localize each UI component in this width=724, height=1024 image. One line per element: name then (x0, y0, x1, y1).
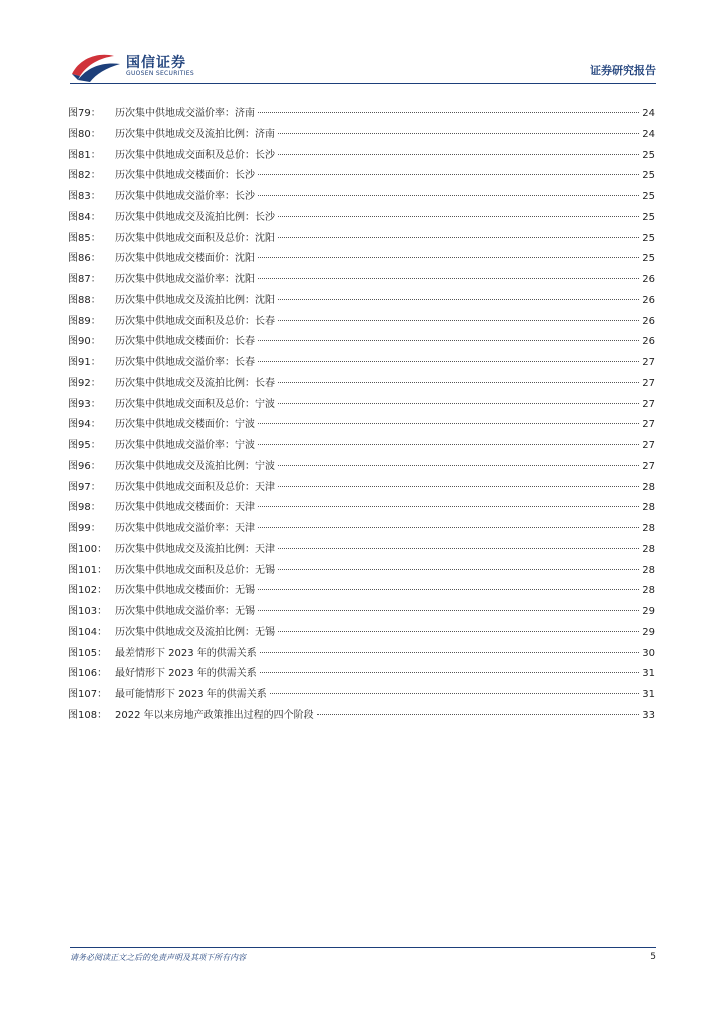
guosen-logo-icon (70, 52, 122, 84)
toc-figure-title: 历次集中供地成交溢价率：宁波 (115, 440, 255, 451)
toc-figure-number: 图79： (68, 108, 101, 119)
toc-dot-leader (258, 589, 639, 590)
toc-page-number: 25 (642, 170, 655, 182)
toc-entry[interactable] (68, 561, 655, 582)
toc-figure-title: 最可能情形下 2023 年的供需关系 (115, 689, 267, 700)
toc-figure-title: 历次集中供地成交楼面价：天津 (115, 502, 255, 514)
toc-dot-leader (258, 112, 639, 113)
toc-figure-number: 图108： (68, 709, 108, 721)
toc-figure-title: 最差情形下 2023 年的供需关系 (115, 647, 257, 659)
toc-figure-number: 图85： (68, 232, 101, 244)
toc-figure-title: 历次集中供地成交及流拍比例：天津 (115, 543, 275, 555)
toc-page-number: 26 (642, 274, 655, 285)
toc-figure-number: 图95： (68, 440, 101, 451)
toc-figure-number: 图92： (68, 377, 101, 389)
footer-divider (70, 947, 656, 948)
toc-dot-leader (278, 382, 639, 383)
toc-page-number: 28 (642, 585, 655, 597)
toc-page-number: 28 (642, 502, 655, 514)
toc-figure-number: 图89： (68, 315, 101, 327)
toc-figure-number: 图88： (68, 294, 101, 306)
toc-dot-leader (278, 320, 639, 321)
toc-page-number: 27 (642, 440, 655, 451)
toc-entry[interactable] (68, 146, 655, 167)
toc-page-number: 26 (642, 315, 655, 327)
toc-page-number: 29 (642, 606, 655, 617)
toc-dot-leader (278, 569, 639, 570)
toc-page-number: 31 (642, 668, 655, 680)
toc-dot-leader (258, 506, 639, 507)
toc-entry[interactable] (68, 478, 655, 499)
toc-entry[interactable] (68, 498, 655, 519)
toc-figure-title: 历次集中供地成交及流拍比例：沈阳 (115, 294, 275, 306)
toc-entry[interactable] (68, 291, 655, 312)
toc-figure-title: 历次集中供地成交及流拍比例：长沙 (115, 211, 275, 223)
toc-dot-leader (258, 278, 639, 279)
toc-figure-number: 图80： (68, 128, 101, 140)
toc-dot-leader (258, 527, 639, 528)
toc-entry[interactable] (68, 395, 655, 416)
toc-page-number: 25 (642, 191, 655, 202)
toc-figure-title: 历次集中供地成交面积及总价：长沙 (115, 149, 275, 161)
toc-page-number: 27 (642, 419, 655, 431)
toc-page-number: 25 (642, 253, 655, 265)
toc-dot-leader (278, 631, 639, 632)
toc-figure-title: 历次集中供地成交楼面价：长春 (115, 336, 255, 348)
toc-figure-number: 图84： (68, 211, 101, 223)
toc-figure-number: 图98： (68, 502, 101, 514)
toc-figure-number: 图90： (68, 336, 101, 348)
toc-page-number: 25 (642, 232, 655, 244)
toc-dot-leader (317, 714, 640, 715)
toc-figure-number: 图101： (68, 564, 108, 576)
toc-entry[interactable] (68, 166, 655, 187)
toc-page-number: 33 (642, 709, 655, 721)
page-header (0, 0, 724, 90)
toc-figure-number: 图103： (68, 606, 108, 617)
toc-figure-title: 历次集中供地成交楼面价：宁波 (115, 419, 255, 431)
report-type-label: 证券研究报告 (590, 64, 656, 77)
toc-figure-number: 图82： (68, 170, 101, 182)
toc-dot-leader (278, 299, 639, 300)
toc-entry[interactable] (68, 706, 655, 727)
toc-page-number: 28 (642, 543, 655, 555)
toc-figure-number: 图102： (68, 585, 108, 597)
toc-figure-number: 图94： (68, 419, 101, 431)
toc-page-number: 28 (642, 523, 655, 534)
toc-page-number: 25 (642, 211, 655, 223)
toc-dot-leader (278, 486, 639, 487)
toc-entry[interactable] (68, 187, 655, 208)
toc-dot-leader (278, 216, 639, 217)
toc-entry[interactable] (68, 229, 655, 250)
toc-figure-number: 图81： (68, 149, 101, 161)
toc-page-number: 27 (642, 460, 655, 472)
toc-entry[interactable] (68, 353, 655, 374)
toc-figure-title: 历次集中供地成交溢价率：长沙 (115, 191, 255, 202)
toc-dot-leader (258, 610, 639, 611)
toc-dot-leader (258, 340, 639, 341)
toc-dot-leader (278, 237, 639, 238)
toc-figure-title: 历次集中供地成交面积及总价：长春 (115, 315, 275, 327)
toc-page-number: 27 (642, 398, 655, 410)
toc-figure-number: 图105： (68, 647, 108, 659)
toc-dot-leader (278, 133, 639, 134)
toc-figure-title: 历次集中供地成交面积及总价：沈阳 (115, 232, 275, 244)
toc-page-number: 25 (642, 149, 655, 161)
guosen-logo (70, 52, 210, 86)
toc-page-number: 24 (642, 108, 655, 119)
toc-entry[interactable] (68, 644, 655, 665)
toc-figure-number: 图100： (68, 543, 108, 555)
toc-figure-title: 历次集中供地成交面积及总价：宁波 (115, 398, 275, 410)
toc-entry[interactable] (68, 270, 655, 291)
toc-figure-title: 历次集中供地成交溢价率：沈阳 (115, 274, 255, 285)
toc-figure-number: 图86： (68, 253, 101, 265)
toc-figure-number: 图99： (68, 523, 101, 534)
page-number: 5 (650, 952, 656, 962)
toc-figure-number: 图91： (68, 357, 101, 368)
toc-figure-title: 2022 年以来房地产政策推出过程的四个阶段 (115, 709, 314, 721)
logo-chinese-name: 国信证券 (126, 55, 186, 71)
toc-entry[interactable] (68, 436, 655, 457)
toc-figure-number: 图83： (68, 191, 101, 202)
toc-figure-title: 历次集中供地成交及流拍比例：长春 (115, 377, 275, 389)
toc-figure-number: 图87： (68, 274, 101, 285)
toc-entry[interactable] (68, 208, 655, 229)
toc-figure-number: 图96： (68, 460, 101, 472)
toc-figure-number: 图97： (68, 481, 101, 493)
toc-figure-title: 历次集中供地成交溢价率：天津 (115, 523, 255, 534)
footer-disclaimer: 请务必阅读正文之后的免责声明及其项下所有内容 (70, 953, 246, 962)
toc-entry[interactable] (68, 519, 655, 540)
toc-figure-title: 历次集中供地成交及流拍比例：宁波 (115, 460, 275, 472)
toc-page-number: 30 (642, 647, 655, 659)
toc-figure-title: 历次集中供地成交面积及总价：无锡 (115, 564, 275, 576)
toc-dot-leader (260, 652, 639, 653)
toc-dot-leader (278, 154, 639, 155)
toc-entry[interactable] (68, 664, 655, 685)
toc-page-number: 27 (642, 377, 655, 389)
toc-dot-leader (278, 548, 639, 549)
toc-page-number: 29 (642, 626, 655, 638)
toc-dot-leader (270, 693, 639, 694)
toc-figure-number: 图107： (68, 689, 108, 700)
toc-entry[interactable] (68, 602, 655, 623)
toc-page-number: 24 (642, 128, 655, 140)
toc-figure-title: 最好情形下 2023 年的供需关系 (115, 668, 257, 680)
toc-page-number: 27 (642, 357, 655, 368)
toc-dot-leader (258, 444, 639, 445)
toc-figure-title: 历次集中供地成交及流拍比例：济南 (115, 128, 275, 140)
toc-figure-title: 历次集中供地成交楼面价：长沙 (115, 170, 255, 182)
toc-figure-title: 历次集中供地成交面积及总价：天津 (115, 481, 275, 493)
toc-entry[interactable] (68, 623, 655, 644)
toc-figure-title: 历次集中供地成交溢价率：济南 (115, 108, 255, 119)
toc-entry[interactable] (68, 249, 655, 270)
toc-entry[interactable] (68, 415, 655, 436)
toc-dot-leader (258, 257, 639, 258)
toc-dot-leader (258, 195, 639, 196)
toc-page-number: 28 (642, 481, 655, 493)
toc-entry[interactable] (68, 685, 655, 706)
logo-english-name: GUOSEN SECURITIES (126, 70, 195, 77)
toc-dot-leader (258, 423, 639, 424)
toc-figure-title: 历次集中供地成交楼面价：无锡 (115, 585, 255, 597)
toc-entry[interactable] (68, 312, 655, 333)
toc-entry[interactable] (68, 374, 655, 395)
toc-entry[interactable] (68, 332, 655, 353)
toc-figure-number: 图104： (68, 626, 108, 638)
toc-entry[interactable] (68, 125, 655, 146)
toc-figure-title: 历次集中供地成交溢价率：长春 (115, 357, 255, 368)
toc-figure-number: 图93： (68, 398, 101, 410)
toc-page-number: 26 (642, 336, 655, 348)
toc-entry[interactable] (68, 104, 655, 125)
toc-dot-leader (258, 361, 639, 362)
toc-entry[interactable] (68, 457, 655, 478)
toc-page-number: 28 (642, 564, 655, 576)
figure-index-list (68, 104, 655, 727)
toc-figure-title: 历次集中供地成交楼面价：沈阳 (115, 253, 255, 265)
toc-figure-title: 历次集中供地成交溢价率：无锡 (115, 606, 255, 617)
toc-entry[interactable] (68, 581, 655, 602)
header-divider (70, 83, 656, 84)
toc-entry[interactable] (68, 540, 655, 561)
toc-page-number: 31 (642, 689, 655, 700)
toc-page-number: 26 (642, 294, 655, 306)
toc-figure-number: 图106： (68, 668, 108, 680)
toc-dot-leader (278, 465, 639, 466)
toc-dot-leader (260, 672, 639, 673)
toc-figure-title: 历次集中供地成交及流拍比例：无锡 (115, 626, 275, 638)
toc-dot-leader (278, 403, 639, 404)
toc-dot-leader (258, 174, 639, 175)
